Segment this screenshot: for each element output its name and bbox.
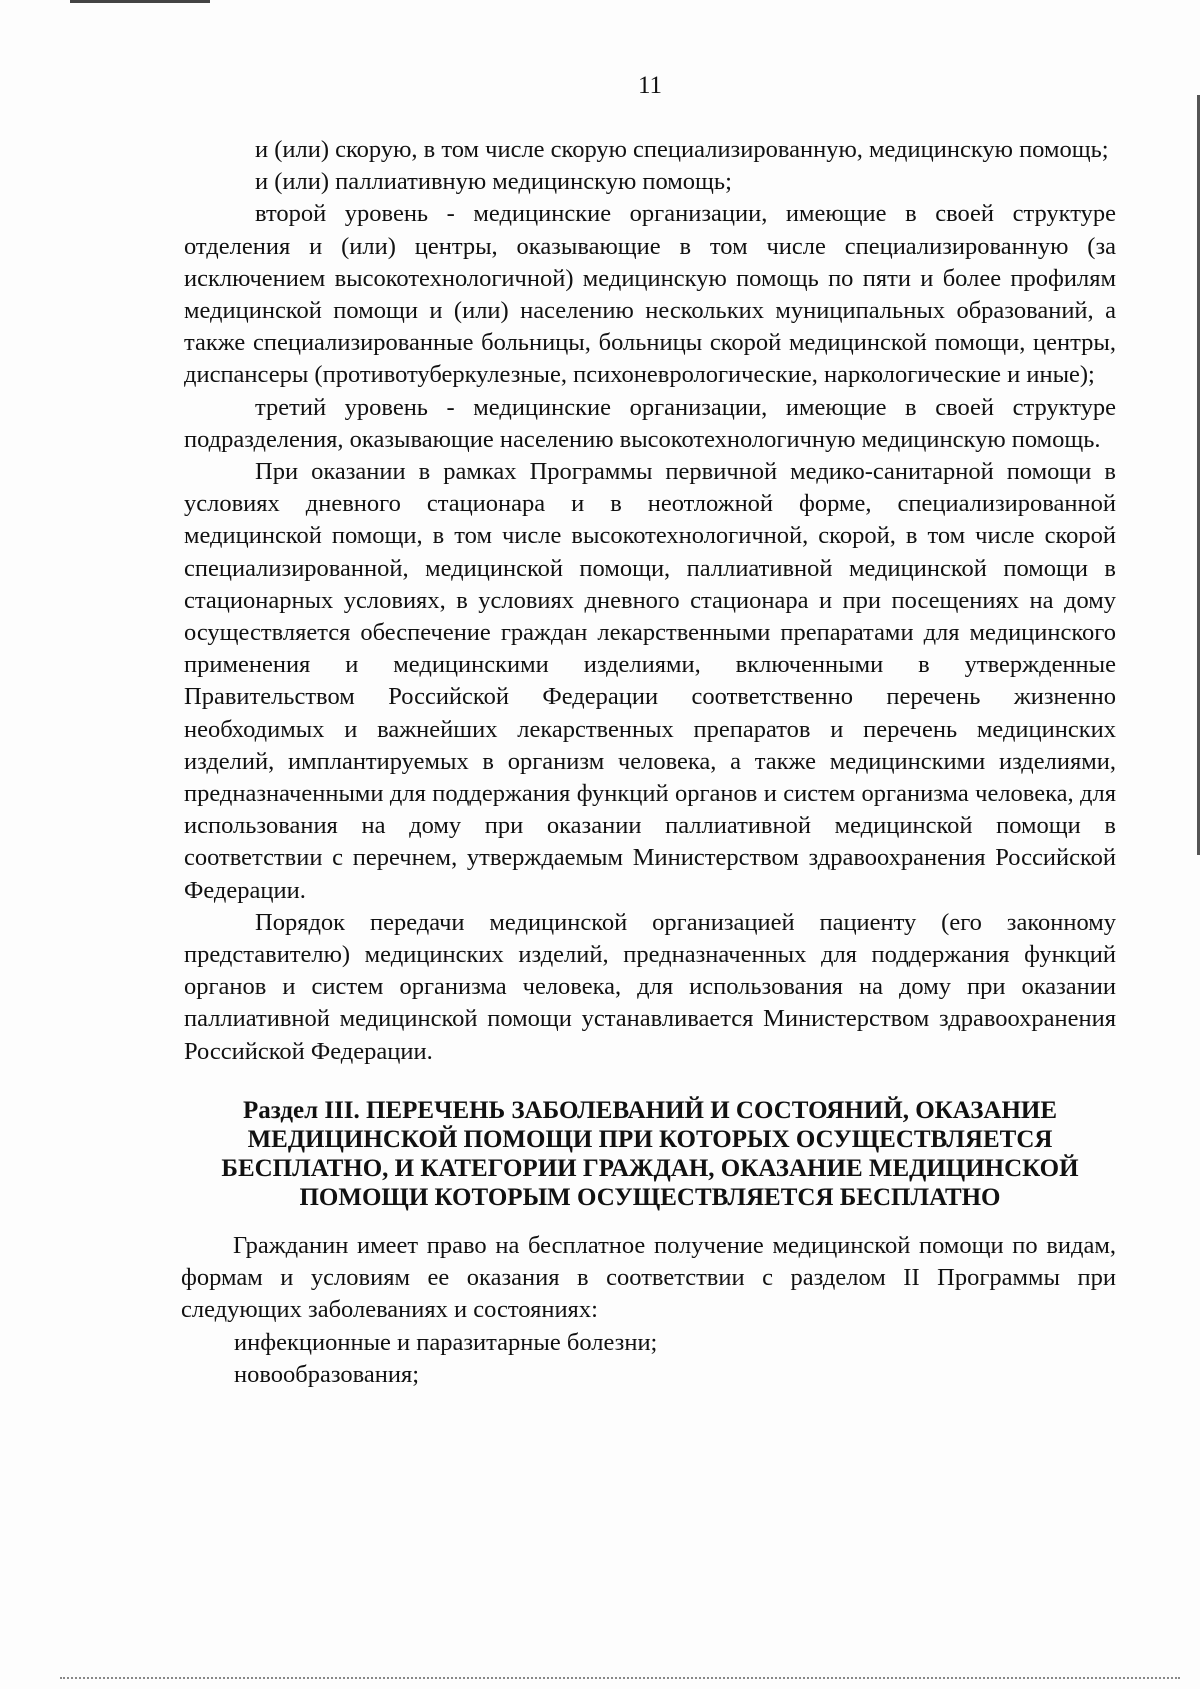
scan-edge-mark <box>70 0 210 3</box>
section-intro: Гражданин имеет право на бесплатное получение медицинской помощи по видам, формам и условиям ее оказания в соответствии с разделом II Программы при следующих заболеваниях и состояниях: <box>181 1231 1116 1324</box>
list-item: новообразования; <box>234 1360 420 1388</box>
scan-edge-mark <box>60 1677 1180 1679</box>
list-item: инфекционные и паразитарные болезни; <box>234 1328 658 1356</box>
section-heading: Раздел III. ПЕРЕЧЕНЬ ЗАБОЛЕВАНИЙ И СОСТОЯНИЙ, ОКАЗАНИЕ МЕДИЦИНСКОЙ ПОМОЩИ ПРИ КОТОРЫХ ОСУЩЕСТВЛЯЕТСЯ БЕСПЛАТНО, И КАТЕГОРИИ ГРАЖДАН, ОКАЗАНИЕ МЕДИЦИНСКОЙ ПОМОЩИ КОТОРЫМ ОСУЩЕСТВЛЯЕТСЯ БЕСПЛАТНО <box>221 1096 1079 1211</box>
paragraph: Порядок передачи медицинской организацией пациенту (его законному представителю) медицинских изделий, предназначенных для поддержания функций органов и систем организма человека, для использования на дому при оказании паллиативной медицинской помощи устанавливается Министерством здравоохранения Российской Федерации. <box>184 908 1116 1065</box>
paragraph: второй уровень - медицинские организации, имеющие в своей структуре отделения и (или) центры, оказывающие в том числе специализированную (за исключением высокотехнологичной) медицинскую помощь по пяти и более профилям медицинской помощи и (или) населению нескольких муниципальных образований, а также специализированные больницы, больницы скорой медицинской помощи, центры, диспансеры (противотуберкулезные, психоневрологические, наркологические и иные); <box>184 200 1116 389</box>
paragraph: и (или) паллиативную медицинскую помощь; <box>255 168 732 196</box>
paragraph: и (или) скорую, в том числе скорую специализированную, медицинскую помощь; <box>255 136 1109 163</box>
page-number: 11 <box>637 72 663 99</box>
paragraph: При оказании в рамках Программы первичной медико-санитарной помощи в условиях дневного стационара и в неотложной форме, специализированной медицинской помощи, в том числе высокотехнологичной, скорой, в том числе скорой специализированной, медицинской помощи, паллиативной медицинской помощи в стационарных условиях, в условиях дневного стационара и при посещениях на дому осуществляется обеспечение граждан лекарственными препаратами для медицинского применения и медицинскими изделиями, включенными в утвержденные Правительством Российской Федерации соответственно перечень жизненно необходимых и важнейших лекарственных препаратов и перечень медицинских изделий, имплантируемых в организм человека, а также медицинскими изделиями, предназначенными для поддержания функций органов и систем организма человека, для использования на дому при оказании паллиативной медицинской помощи в соответствии с перечнем, утверждаемым Министерством здравоохранения Российской Федерации. <box>184 458 1116 904</box>
paragraph: третий уровень - медицинские организации, имеющие в своей структуре подразделения, оказывающие населению высокотехнологичную медицинскую помощь. <box>184 393 1116 453</box>
document-body <box>181 134 1116 1391</box>
